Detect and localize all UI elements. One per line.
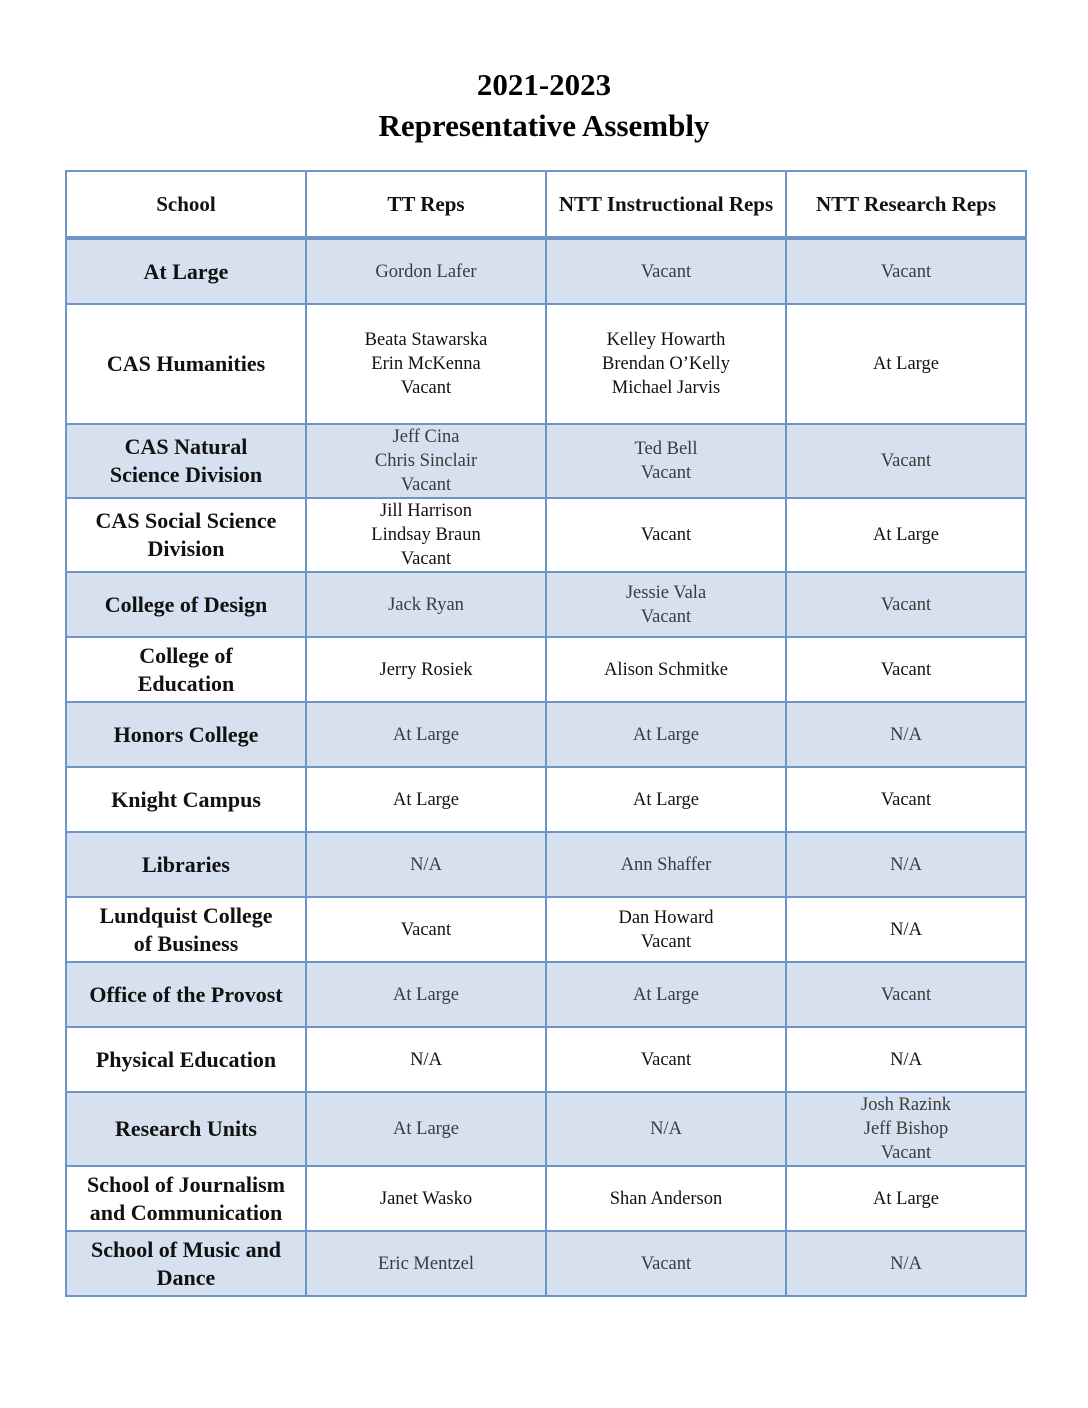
cell-line: Dan Howard bbox=[618, 907, 714, 928]
tt-reps-cell bbox=[306, 304, 546, 424]
tt-reps-cell bbox=[306, 238, 546, 304]
cell-line: Libraries bbox=[142, 851, 230, 877]
cell-line: Eric Mentzel bbox=[377, 1253, 475, 1274]
cell-line: Vacant bbox=[880, 659, 932, 680]
school-cell bbox=[66, 1166, 306, 1231]
cell-line: CAS Natural bbox=[124, 434, 248, 459]
ntt-research-cell bbox=[786, 424, 1026, 498]
header-line: Research Reps bbox=[864, 191, 997, 216]
cell-line: At Large bbox=[393, 724, 459, 745]
header-line: NTT Instructional bbox=[558, 191, 724, 216]
ntt-instructional-cell bbox=[546, 637, 786, 702]
ntt-research-cell bbox=[786, 702, 1026, 767]
cell-line: At Large bbox=[393, 789, 459, 810]
cell-line: Ted Bell bbox=[634, 439, 698, 459]
ntt-research-cell bbox=[786, 1092, 1026, 1166]
ntt-instructional-cell bbox=[546, 304, 786, 424]
table-row bbox=[66, 832, 1026, 897]
cell-line: N/A bbox=[890, 1049, 922, 1070]
cell-line: Physical Education bbox=[95, 1046, 277, 1072]
cell-line: N/A bbox=[890, 1253, 922, 1274]
header-ntt-research-reps bbox=[786, 171, 1026, 238]
ntt-research-cell bbox=[786, 767, 1026, 832]
school-cell bbox=[66, 1092, 306, 1166]
header-line: NTT bbox=[815, 191, 859, 216]
tt-reps-cell bbox=[306, 424, 546, 498]
table-body bbox=[66, 238, 1026, 1296]
table-row bbox=[66, 1027, 1026, 1092]
cell-line: Vacant bbox=[640, 1253, 692, 1274]
table-row bbox=[66, 767, 1026, 832]
title-years: 2021-2023 bbox=[476, 67, 612, 102]
ntt-instructional-cell bbox=[546, 897, 786, 962]
cell-line: Vacant bbox=[400, 919, 452, 940]
cell-line: Vacant bbox=[880, 451, 932, 471]
ntt-instructional-cell bbox=[546, 767, 786, 832]
school-cell bbox=[66, 1027, 306, 1092]
cell-line: Vacant bbox=[880, 1143, 932, 1163]
tt-reps-cell bbox=[306, 702, 546, 767]
cell-line: Division bbox=[147, 536, 225, 561]
cell-line: Vacant bbox=[640, 931, 692, 952]
cell-line: Ann Shaffer bbox=[620, 854, 712, 875]
cell-line: College of Design bbox=[104, 591, 268, 617]
table-row bbox=[66, 572, 1026, 637]
school-cell bbox=[66, 897, 306, 962]
table-row bbox=[66, 1231, 1026, 1296]
header-school: School bbox=[66, 171, 306, 238]
school-cell bbox=[66, 424, 306, 498]
ntt-instructional-cell bbox=[546, 832, 786, 897]
ntt-instructional-cell bbox=[546, 962, 786, 1027]
school-cell bbox=[66, 832, 306, 897]
ntt-instructional-cell bbox=[546, 238, 786, 304]
table-row bbox=[66, 498, 1026, 572]
cell-line: N/A bbox=[890, 919, 922, 940]
cell-line: At Large bbox=[393, 1119, 459, 1139]
cell-line: Chris Sinclair bbox=[374, 451, 478, 471]
cell-line: Janet Wasko bbox=[379, 1188, 473, 1209]
cell-line: N/A bbox=[650, 1119, 682, 1139]
header-line: Reps bbox=[728, 191, 774, 216]
cell-line: Vacant bbox=[880, 594, 932, 615]
cell-line: Michael Jarvis bbox=[611, 378, 721, 398]
school-cell bbox=[66, 962, 306, 1027]
cell-line: Vacant bbox=[640, 1049, 692, 1070]
ntt-research-cell bbox=[786, 832, 1026, 897]
cell-line: Honors College bbox=[113, 721, 259, 747]
cell-line: Vacant bbox=[880, 261, 932, 282]
cell-line: Gordon Lafer bbox=[375, 261, 477, 282]
school-cell bbox=[66, 304, 306, 424]
cell-line: Jill Harrison bbox=[380, 501, 472, 521]
ntt-instructional-cell bbox=[546, 702, 786, 767]
table-row bbox=[66, 1092, 1026, 1166]
representatives-table bbox=[65, 170, 1027, 1297]
cell-line: Jeff Bishop bbox=[863, 1119, 949, 1139]
table-row bbox=[66, 238, 1026, 304]
cell-line: Dance bbox=[156, 1264, 216, 1290]
school-cell bbox=[66, 1231, 306, 1296]
ntt-research-cell bbox=[786, 897, 1026, 962]
cell-line: Jack Ryan bbox=[388, 594, 464, 615]
cell-line: At Large bbox=[873, 525, 939, 545]
cell-line: Vacant bbox=[640, 463, 692, 483]
school-cell bbox=[66, 702, 306, 767]
tt-reps-cell bbox=[306, 1166, 546, 1231]
ntt-research-cell bbox=[786, 498, 1026, 572]
tt-reps-cell bbox=[306, 572, 546, 637]
ntt-instructional-cell bbox=[546, 1166, 786, 1231]
school-cell bbox=[66, 498, 306, 572]
cell-line: Vacant bbox=[880, 984, 932, 1005]
cell-line: Alison Schmitke bbox=[604, 659, 728, 680]
cell-line: Vacant bbox=[640, 606, 692, 627]
cell-line: N/A bbox=[890, 854, 922, 875]
tt-reps-cell bbox=[306, 897, 546, 962]
cell-line: Jeff Cina bbox=[392, 427, 460, 447]
cell-line: Science Division bbox=[109, 462, 263, 487]
document-title bbox=[0, 64, 1088, 146]
table-row bbox=[66, 702, 1026, 767]
ntt-research-cell bbox=[786, 572, 1026, 637]
ntt-research-cell bbox=[786, 238, 1026, 304]
cell-line: of Business bbox=[133, 930, 239, 956]
table-row bbox=[66, 637, 1026, 702]
tt-reps-cell bbox=[306, 498, 546, 572]
ntt-instructional-cell bbox=[546, 1092, 786, 1166]
cell-line: Beata Stawarska bbox=[364, 330, 488, 350]
header-ntt-instructional-reps bbox=[546, 171, 786, 238]
header-row bbox=[66, 171, 1026, 238]
cell-line: Lindsay Braun bbox=[371, 525, 481, 545]
table-row bbox=[66, 1166, 1026, 1231]
header-tt-reps: TT Reps bbox=[306, 171, 546, 238]
tt-reps-cell bbox=[306, 1027, 546, 1092]
table-row bbox=[66, 304, 1026, 424]
cell-line: Jessie Vala bbox=[625, 582, 707, 603]
tt-reps-cell bbox=[306, 832, 546, 897]
ntt-instructional-cell bbox=[546, 572, 786, 637]
cell-line: Education bbox=[137, 670, 235, 696]
cell-line: CAS Humanities bbox=[106, 351, 266, 376]
school-cell bbox=[66, 637, 306, 702]
table-header bbox=[66, 171, 1026, 238]
cell-line: At Large bbox=[873, 354, 939, 374]
school-cell bbox=[66, 767, 306, 832]
school-cell bbox=[66, 238, 306, 304]
cell-line: Vacant bbox=[880, 789, 932, 810]
cell-line: N/A bbox=[890, 724, 922, 745]
table-row bbox=[66, 962, 1026, 1027]
cell-line: At Large bbox=[633, 984, 699, 1005]
table-row bbox=[66, 424, 1026, 498]
table-row bbox=[66, 897, 1026, 962]
tt-reps-cell bbox=[306, 767, 546, 832]
cell-line: Josh Razink bbox=[861, 1095, 951, 1115]
cell-line: and Communication bbox=[89, 1199, 283, 1225]
cell-line: Erin McKenna bbox=[371, 354, 481, 374]
cell-line: CAS Social Science bbox=[95, 508, 277, 533]
cell-line: N/A bbox=[410, 854, 442, 875]
cell-line: Jerry Rosiek bbox=[379, 659, 473, 680]
tt-reps-cell bbox=[306, 1231, 546, 1296]
ntt-research-cell bbox=[786, 1027, 1026, 1092]
title-name: Representative Assembly bbox=[378, 108, 710, 143]
tt-reps-cell bbox=[306, 962, 546, 1027]
cell-line: Shan Anderson bbox=[609, 1188, 723, 1209]
ntt-research-cell bbox=[786, 1231, 1026, 1296]
tt-reps-cell bbox=[306, 637, 546, 702]
school-cell bbox=[66, 572, 306, 637]
cell-line: Lundquist College bbox=[99, 902, 273, 928]
cell-line: N/A bbox=[410, 1049, 442, 1070]
ntt-research-cell bbox=[786, 304, 1026, 424]
cell-line: Knight Campus bbox=[111, 786, 261, 812]
ntt-instructional-cell bbox=[546, 1027, 786, 1092]
ntt-instructional-cell bbox=[546, 498, 786, 572]
ntt-research-cell bbox=[786, 1166, 1026, 1231]
cell-line: At Large bbox=[873, 1188, 939, 1209]
cell-line: Office of the Provost bbox=[89, 981, 283, 1007]
cell-line: At Large bbox=[633, 789, 699, 810]
cell-line: Brendan O’Kelly bbox=[602, 354, 730, 374]
cell-line: At Large bbox=[143, 258, 229, 284]
tt-reps-cell bbox=[306, 1092, 546, 1166]
cell-line: Vacant bbox=[640, 525, 692, 545]
cell-line: Vacant bbox=[400, 475, 452, 495]
ntt-instructional-cell bbox=[546, 1231, 786, 1296]
cell-line: At Large bbox=[633, 724, 699, 745]
cell-line: At Large bbox=[393, 984, 459, 1005]
ntt-research-cell bbox=[786, 637, 1026, 702]
cell-line: School of Journalism bbox=[86, 1171, 286, 1197]
ntt-instructional-cell bbox=[546, 424, 786, 498]
cell-line: School of Music and bbox=[90, 1236, 282, 1262]
cell-line: Vacant bbox=[640, 261, 692, 282]
cell-line: Kelley Howarth bbox=[606, 330, 726, 350]
cell-line: Research Units bbox=[115, 1116, 257, 1141]
ntt-research-cell bbox=[786, 962, 1026, 1027]
cell-line: College of bbox=[139, 642, 233, 668]
cell-line: Vacant bbox=[400, 378, 452, 398]
cell-line: Vacant bbox=[400, 549, 452, 569]
